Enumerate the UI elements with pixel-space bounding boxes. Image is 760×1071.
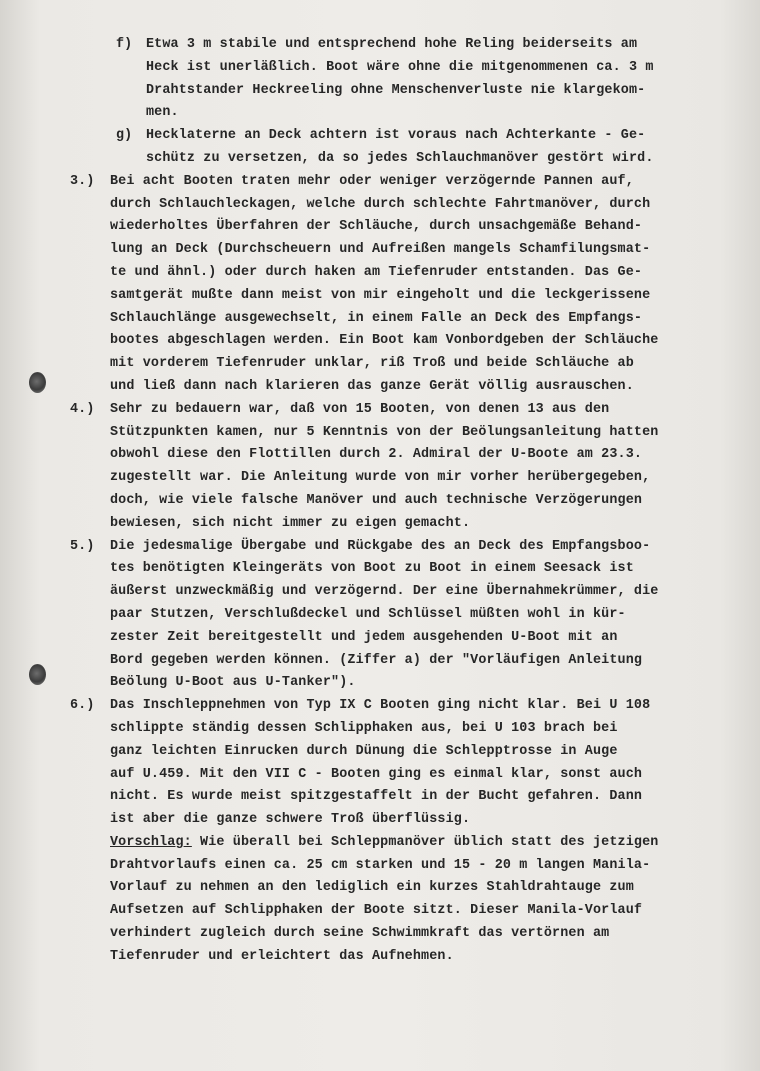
item-5	[0, 536, 760, 696]
item-6-line-2: schlippte ständig dessen Schlipphaken aus, bei U 103 brach bei	[110, 720, 618, 736]
item-6	[0, 695, 760, 832]
item-5-line-2: tes benötigten Kleingeräts von Boot zu Boot in einem Seesack ist	[110, 561, 634, 577]
proposal-line-3: Vorlauf zu nehmen an den lediglich ein kurzes Stahldrahtauge zum	[110, 880, 634, 896]
item-5-line-3: äußerst unzweckmäßig und verzögernd. Der eine Übernahmekrümmer, die	[110, 584, 659, 600]
item-f-line-4: men.	[146, 105, 179, 121]
item-5-line-1: Die jedesmalige Übergabe und Rückgabe des an Deck des Empfangsboo-	[110, 538, 651, 554]
item-5-line-5: zester Zeit bereitgestellt und jedem ausgehenden U-Boot mit an	[110, 629, 618, 645]
proposal-line-6: Tiefenruder und erleichtert das Aufnehmen.	[110, 948, 454, 964]
item-5-line-6: Bord gegeben werden können. (Ziffer a) der "Vorläufigen Anleitung	[110, 652, 643, 668]
item-g	[0, 125, 760, 171]
item-4-marker: 4.)	[70, 401, 95, 417]
item-f	[0, 34, 760, 125]
proposal-line-5: verhindert zugleich durch seine Schwimmkraft das vertörnen am	[110, 926, 610, 942]
proposal-line-2: Drahtvorlaufs einen ca. 25 cm starken und 15 - 20 m langen Manila-	[110, 857, 651, 873]
item-3-line-6: samtgerät mußte dann meist von mir eingeholt und die leckgerissene	[110, 287, 651, 303]
item-g-marker: g)	[116, 128, 133, 144]
item-f-marker: f)	[116, 37, 133, 52]
item-3-line-2: durch Schlauchleckagen, welche durch schlechte Fahrtmanöver, durch	[110, 196, 651, 212]
item-6-line-3: ganz leichten Einrucken durch Dünung die Schlepptrosse in Auge	[110, 743, 618, 759]
item-4-line-3: obwohl diese den Flottillen durch 2. Admiral der U-Boote am 23.3.	[110, 447, 643, 463]
proposal-label: Vorschlag:	[110, 834, 192, 850]
item-5-line-7: Beölung U-Boot aus U-Tanker").	[110, 675, 356, 691]
item-4-line-6: bewiesen, sich nicht immer zu eigen gemacht.	[110, 515, 471, 531]
item-3-line-9: mit vorderem Tiefenruder unklar, riß Troß und beide Schläuche ab	[110, 356, 634, 372]
item-6-line-1: Das Inschleppnehmen von Typ IX C Booten ging nicht klar. Bei U 108	[110, 698, 651, 714]
item-3-line-8: bootes abgeschlagen werden. Ein Boot kam Vonbordgeben der Schläuche	[110, 333, 659, 349]
item-4-line-2: Stützpunkten kamen, nur 5 Kenntnis von der Beölungsanleitung hatten	[110, 424, 659, 440]
item-3-line-4: lung an Deck (Durchscheuern und Aufreißen mangels Schamfilungsmat-	[110, 242, 651, 258]
item-g-line-1: Hecklaterne an Deck achtern ist voraus nach Achterkante - Ge-	[146, 128, 646, 144]
item-4-line-5: doch, wie viele falsche Manöver und auch technische Verzögerungen	[110, 492, 643, 508]
item-4-line-1: Sehr zu bedauern war, daß von 15 Booten, von denen 13 aus den	[110, 401, 610, 417]
item-3-line-10: und ließ dann nach klarieren das ganze Gerät völlig ausrauschen.	[110, 378, 634, 394]
item-g-line-2: schütz zu versetzen, da so jedes Schlauchmanöver gestört wird.	[146, 150, 654, 166]
item-3-marker: 3.)	[70, 173, 95, 189]
proposal-line-4: Aufsetzen auf Schlipphaken der Boote sitzt. Dieser Manila-Vorlauf	[110, 903, 643, 919]
item-6-line-4: auf U.459. Mit den VII C - Booten ging es einmal klar, sonst auch	[110, 766, 643, 782]
typed-text-body	[0, 34, 760, 969]
item-5-marker: 5.)	[70, 538, 95, 554]
proposal	[0, 832, 760, 969]
proposal-line-1-text: Wie überall bei Schleppmanöver üblich statt des jetzigen	[191, 834, 659, 850]
item-3-line-3: wiederholtes Überfahren der Schläuche, durch unsachgemäße Behand-	[110, 219, 643, 235]
item-3-line-7: Schlauchlänge ausgewechselt, in einem Falle an Deck des Empfangs-	[110, 310, 643, 326]
item-3	[0, 171, 760, 399]
item-6-line-6: ist aber die ganze schwere Troß überflüssig.	[110, 812, 471, 828]
item-4	[0, 399, 760, 536]
item-f-line-2: Heck ist unerläßlich. Boot wäre ohne die mitgenommenen ca. 3 m	[146, 59, 654, 75]
item-f-line-1: Etwa 3 m stabile und entsprechend hohe Reling beiderseits am	[146, 37, 638, 52]
item-6-marker: 6.)	[70, 698, 95, 714]
item-5-line-4: paar Stutzen, Verschlußdeckel und Schlüssel müßten wohl in kür-	[110, 606, 626, 622]
proposal-line-1	[0, 832, 760, 855]
item-6-line-5: nicht. Es wurde meist spitzgestaffelt in der Bucht gefahren. Dann	[110, 789, 643, 805]
item-3-line-1: Bei acht Booten traten mehr oder weniger verzögernde Pannen auf,	[110, 173, 634, 189]
item-3-line-5: te und ähnl.) oder durch haken am Tiefenruder entstanden. Das Ge-	[110, 264, 643, 280]
item-f-line-3: Drahtstander Heckreeling ohne Menschenverluste nie klargekom-	[146, 82, 646, 98]
item-4-line-4: zugestellt war. Die Anleitung wurde von mir vorher herübergegeben,	[110, 470, 651, 486]
